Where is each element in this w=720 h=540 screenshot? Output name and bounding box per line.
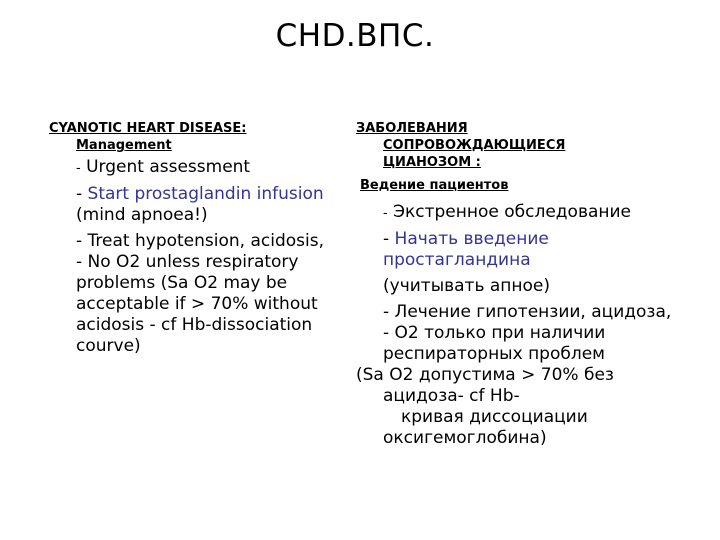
oxygen-item-ru: - О2 только при наличии респираторных проблем [383,323,606,364]
english-column [49,120,334,357]
bullet-dash: - [76,161,81,176]
slide-title: CHD.ВПС. [275,18,435,54]
russian-heading [356,120,696,171]
treat-hypotension-item-ru: - Лечение гипотензии, ацидоза, [383,302,672,322]
prostaglandin-item [49,184,334,226]
bullet-dash: - [383,206,388,221]
russian-column [356,120,696,449]
english-subheading: Management [76,138,172,153]
urgent-assessment-text: Urgent assessment [86,157,251,177]
urgent-assessment-item-ru [356,202,696,224]
urgent-assessment-text-ru: Экстренное обследование [393,202,632,222]
russian-heading-line3: ЦИАНОЗОМ : [383,155,481,170]
english-heading-text: CYANOTIC HEART DISEASE: [49,121,247,136]
bullet-dash: - [383,229,395,249]
oxyhemoglobin-text-ru: оксигемоглобина) [383,428,547,448]
dissociation-curve-text-ru: кривая диссоциации [401,407,588,427]
treat-hypotension-item: - Treat hypotension, acidosis, [76,231,324,251]
urgent-assessment-item [49,157,334,179]
bullet-dash: - [76,184,88,204]
english-heading [49,120,334,137]
sao2-item-ru [356,365,696,449]
no-oxygen-item: - No O2 unless respiratory problems (Sa O2 may be acceptable if > 70% without acidosis - cf Hb-dissociation courve) [76,252,318,356]
prostaglandin-highlight: Start prostaglandin infusion [87,184,324,204]
sao2-text-ru: (Sa O2 допустима > 70% без ацидоза- cf Hb- [356,365,614,406]
prostaglandin-item-ru [356,229,696,271]
prostaglandin-highlight-ru: Начать введение простагландина [383,229,549,270]
apnea-note-ru: (учитывать апное) [383,276,551,296]
russian-heading-line2: СОПРОВОЖДАЮЩИЕСЯ [383,138,566,153]
apnoea-note: (mind apnoea!) [76,205,208,225]
russian-subheading: Ведение пациентов [360,178,509,193]
russian-heading-line1: ЗАБОЛЕВАНИЯ [356,121,468,136]
